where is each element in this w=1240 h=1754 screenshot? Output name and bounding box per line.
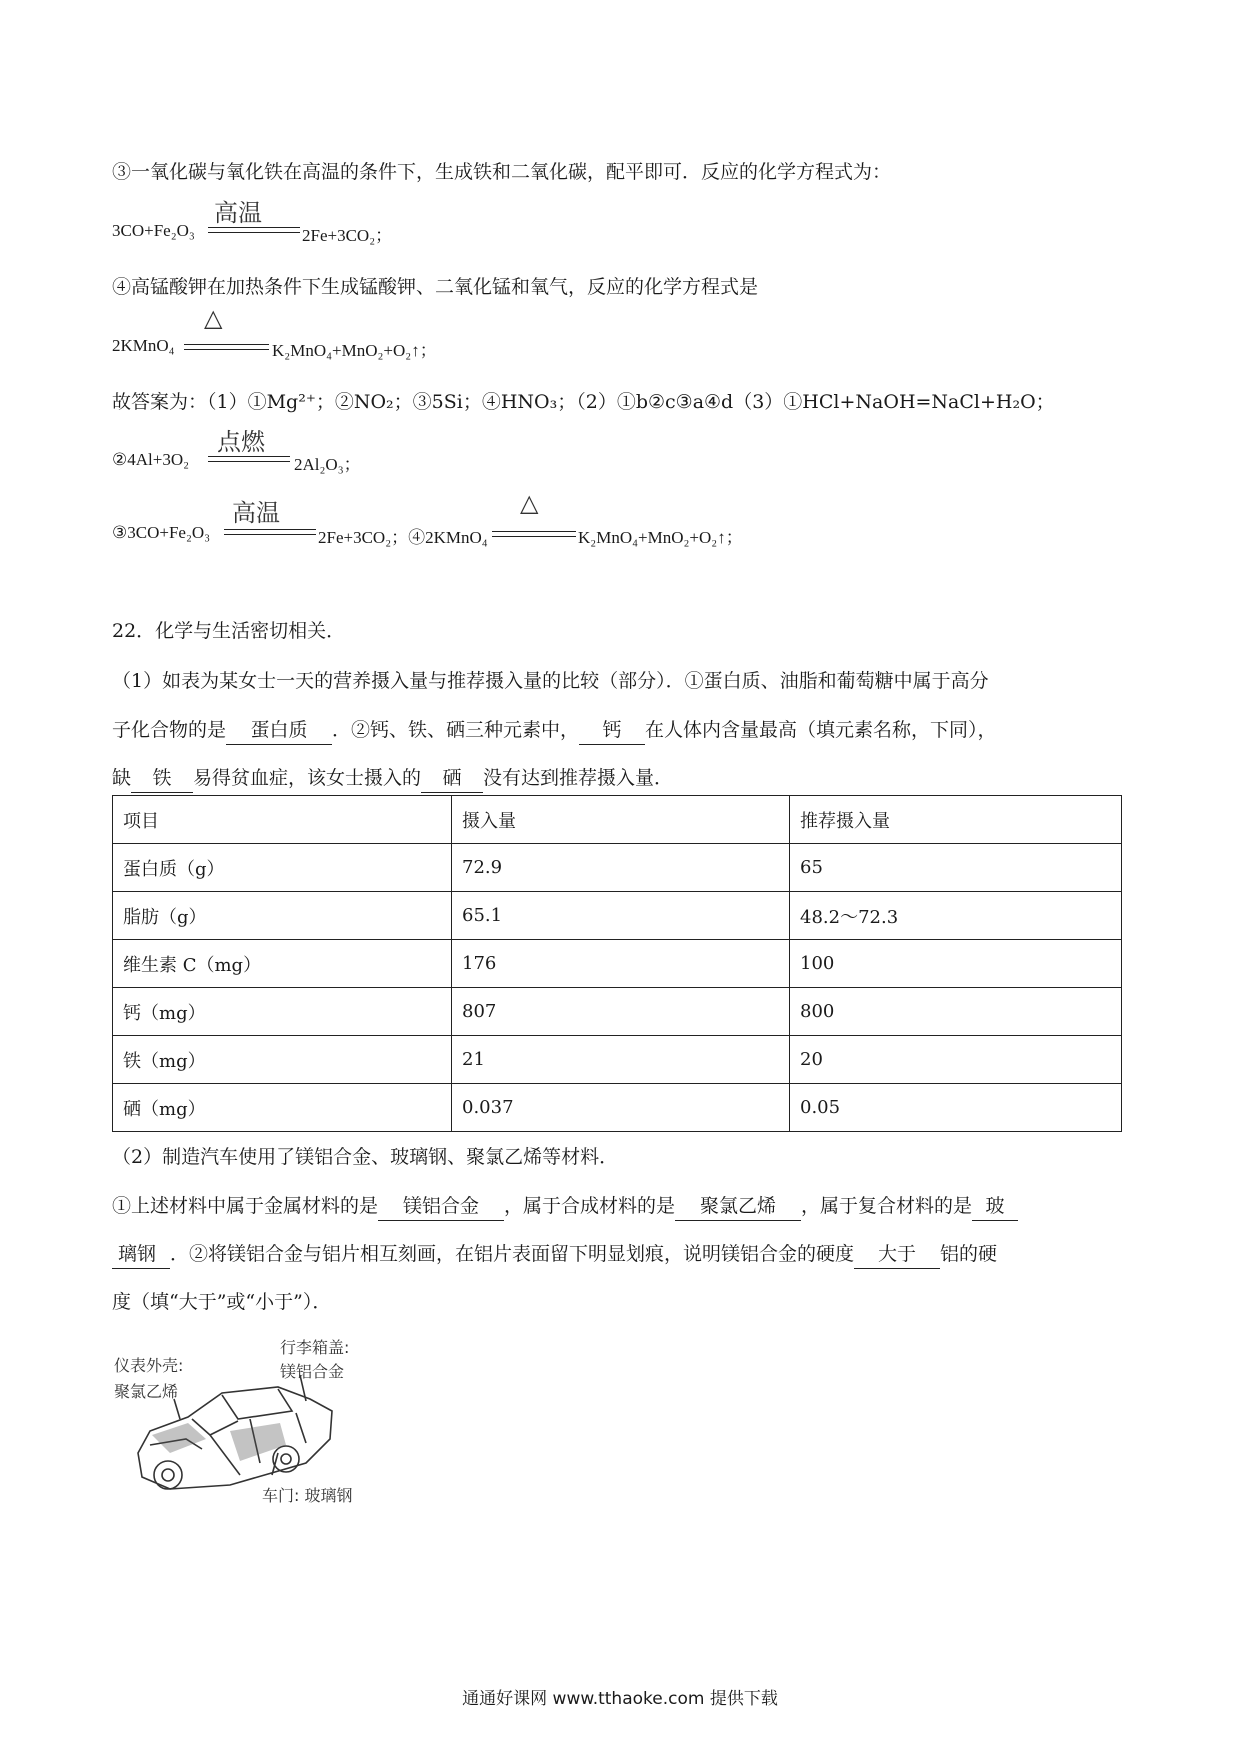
nutrition-table bbox=[112, 795, 1122, 1132]
text: 没有达到推荐摄入量． bbox=[483, 767, 674, 789]
equation-1 bbox=[112, 199, 532, 255]
car-label: 车门: 玻璃钢 bbox=[262, 1486, 353, 1505]
table-header-row bbox=[113, 796, 1122, 844]
equation-bar bbox=[492, 536, 576, 537]
answer-equation-2 bbox=[112, 428, 512, 484]
text: ．②钙、铁、硒三种元素中， bbox=[332, 719, 580, 741]
answer-blank: 聚氯乙烯 bbox=[675, 1192, 801, 1221]
table-cell: 65.1 bbox=[452, 892, 790, 940]
equation-bar bbox=[208, 232, 300, 233]
table-row bbox=[113, 1084, 1122, 1132]
table-header: 摄入量 bbox=[452, 796, 790, 844]
equation-bar bbox=[492, 531, 576, 532]
car-label: 行李箱盖: bbox=[280, 1338, 350, 1357]
reaction-condition: 高温 bbox=[214, 199, 262, 227]
table-cell: 铁（mg） bbox=[113, 1036, 452, 1084]
equation-products: 2Al₂O₃； bbox=[294, 455, 361, 474]
table-cell: 硒（mg） bbox=[113, 1084, 452, 1132]
table-cell: 176 bbox=[452, 940, 790, 988]
equation-middle: 2Fe+3CO₂；④2KMnO₄ bbox=[318, 528, 488, 547]
question-title: 22．化学与生活密切相关． bbox=[112, 620, 346, 642]
text-line: ③一氧化碳与氧化铁在高温的条件下，生成铁和二氧化碳，配平即可．反应的化学方程式为： bbox=[112, 161, 892, 183]
table-cell: 20 bbox=[790, 1036, 1122, 1084]
car-icon bbox=[110, 1335, 390, 1515]
answer-blank: 玻 bbox=[972, 1192, 1018, 1221]
answer-blank: 镁铝合金 bbox=[378, 1192, 504, 1221]
table-cell: 钙（mg） bbox=[113, 988, 452, 1036]
table-row bbox=[113, 1036, 1122, 1084]
text: 在人体内含量最高（填元素名称，下同）， bbox=[645, 719, 997, 741]
answer-blank: 蛋白质 bbox=[226, 716, 332, 745]
equation-bar bbox=[208, 456, 290, 457]
text-line: （2）制造汽车使用了镁铝合金、玻璃钢、聚氯乙烯等材料． bbox=[112, 1146, 619, 1168]
equation-bar bbox=[224, 534, 316, 535]
table-cell: 0.037 bbox=[452, 1084, 790, 1132]
table-cell: 蛋白质（g） bbox=[113, 844, 452, 892]
table-row bbox=[113, 940, 1122, 988]
table-row bbox=[113, 988, 1122, 1036]
answer-blank: 铁 bbox=[131, 764, 193, 793]
table-row bbox=[113, 892, 1122, 940]
text-line bbox=[112, 1192, 1018, 1221]
equation-products: 2Fe+3CO₂； bbox=[302, 226, 393, 245]
answer-equation-3-4 bbox=[112, 489, 872, 557]
reaction-condition: 高温 bbox=[232, 499, 280, 527]
text: ①上述材料中属于金属材料的是 bbox=[112, 1195, 379, 1217]
text: 易得贫血症，该女士摄入的 bbox=[193, 767, 422, 789]
table-cell: 维生素 C（mg） bbox=[113, 940, 452, 988]
answer-blank: 大于 bbox=[854, 1240, 940, 1269]
equation-reactants: ③3CO+Fe₂O₃ bbox=[112, 523, 211, 542]
table-cell: 0.05 bbox=[790, 1084, 1122, 1132]
answer-blank: 硒 bbox=[421, 764, 483, 793]
text: ，属于复合材料的是 bbox=[801, 1195, 973, 1217]
heat-triangle-icon: △ bbox=[204, 304, 223, 332]
table-row bbox=[113, 844, 1122, 892]
table-cell: 807 bbox=[452, 988, 790, 1036]
page-footer: 通通好课网 www.tthaoke.com 提供下载 bbox=[462, 1689, 778, 1709]
equation-products: K₂MnO₄+MnO₂+O₂↑； bbox=[578, 528, 743, 547]
equation-reactants: ②4Al+3O₂ bbox=[112, 450, 190, 469]
car-label: 镁铝合金 bbox=[280, 1362, 345, 1381]
car-illustration bbox=[110, 1335, 390, 1515]
text: ．②将镁铝合金与铝片相互刻画，在铝片表面留下明显划痕，说明镁铝合金的硬度 bbox=[170, 1243, 855, 1265]
table-cell: 800 bbox=[790, 988, 1122, 1036]
equation-products: K₂MnO₄+MnO₂+O₂↑； bbox=[272, 341, 437, 360]
text: ，属于合成材料的是 bbox=[504, 1195, 676, 1217]
equation-bar bbox=[208, 461, 290, 462]
car-label: 仪表外壳: bbox=[114, 1356, 184, 1375]
car-label: 聚氯乙烯 bbox=[114, 1382, 179, 1401]
text-line: ④高锰酸钾在加热条件下生成锰酸钾、二氧化锰和氧气，反应的化学方程式是 bbox=[112, 276, 759, 298]
text-line: （1）如表为某女士一天的营养摄入量与推荐摄入量的比较（部分）．①蛋白质、油脂和葡萄糖中属于高分 bbox=[112, 670, 989, 692]
answer-blank: 钙 bbox=[579, 716, 645, 745]
text-line bbox=[112, 1240, 997, 1269]
text-line bbox=[112, 716, 997, 745]
equation-reactants: 2KMnO₄ bbox=[112, 336, 175, 355]
text-line: 度（填“大于”或“小于”）． bbox=[112, 1291, 332, 1313]
equation-reactants: 3CO+Fe₂O₃ bbox=[112, 221, 195, 240]
answer-blank: 璃钢 bbox=[112, 1240, 170, 1269]
table-cell: 100 bbox=[790, 940, 1122, 988]
table-header: 项目 bbox=[113, 796, 452, 844]
table-cell: 65 bbox=[790, 844, 1122, 892]
text: 铝的硬 bbox=[940, 1243, 998, 1265]
table-cell: 48.2～72.3 bbox=[790, 892, 1122, 940]
text-line bbox=[112, 764, 673, 793]
reaction-condition: 点燃 bbox=[217, 428, 265, 456]
text: 子化合物的是 bbox=[112, 719, 227, 741]
heat-triangle-icon: △ bbox=[520, 489, 539, 517]
table-header: 推荐摄入量 bbox=[790, 796, 1122, 844]
equation-bar bbox=[184, 344, 269, 345]
equation-bar bbox=[184, 349, 269, 350]
equation-bar bbox=[224, 529, 316, 530]
equation-bar bbox=[208, 227, 300, 228]
text: 缺 bbox=[112, 767, 132, 789]
table-cell: 脂肪（g） bbox=[113, 892, 452, 940]
table-cell: 72.9 bbox=[452, 844, 790, 892]
table-cell: 21 bbox=[452, 1036, 790, 1084]
equation-2 bbox=[112, 304, 612, 370]
answer-line: 故答案为：（1）①Mg²⁺；②NO₂；③5Si；④HNO₃；（2）①b②c③a④d（3）①HCl+NaOH=NaCl+H₂O； bbox=[112, 391, 1055, 413]
